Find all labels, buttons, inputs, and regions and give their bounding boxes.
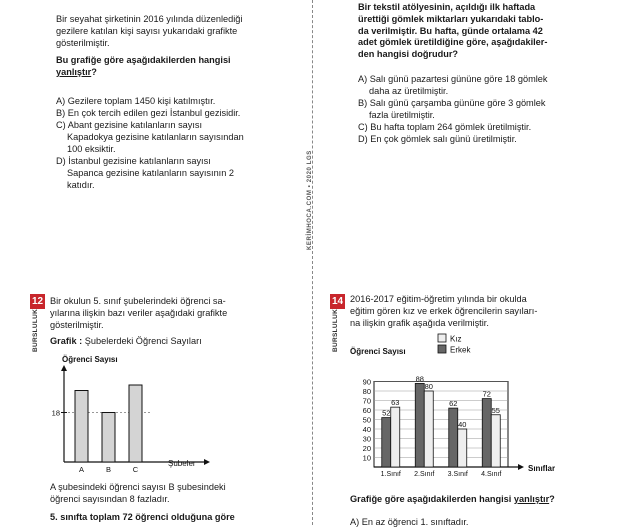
q12-bar-b [102, 413, 115, 463]
q14-data-label-kiz-3: 40 [458, 420, 467, 429]
q11-prompt-line-1: Bu grafiğe göre aşağıdakilerden hangisi [56, 55, 231, 66]
q11-option-c-cont-2: 100 eksiktir. [67, 143, 116, 154]
q13-option-d[interactable] [358, 134, 517, 146]
q12-category-label-c: C [132, 465, 139, 474]
q11-prompt-underlined: yanlıştır [56, 67, 92, 78]
q12-graph-prefix: Grafik : [50, 336, 83, 347]
q14-category-label-1: 1.Sınıf [380, 471, 401, 478]
q13-option-a-cont-1: daha az üretilmiştir. [369, 85, 449, 96]
q13-option-b-text: Salı günü çarşamba gününe göre 3 gömlek [369, 98, 546, 108]
q14-tick-label-60: 60 [362, 406, 371, 415]
q12-y-arrow-icon [61, 365, 67, 371]
q14-tick-label-90: 90 [362, 377, 371, 387]
q14-question [350, 494, 610, 506]
q13-option-b[interactable] [358, 98, 545, 122]
question-14-number: 14 [331, 296, 344, 307]
q13-option-d-text: En çok gömlek salı günü üretilmiştir. [370, 134, 517, 144]
q14-bar-erkek-4 [482, 399, 491, 467]
q12-bars-group [52, 385, 152, 474]
q13-stem-line-1: Bir tekstil atölyesinin, açıldığı ilk haftada [358, 2, 536, 12]
q14-stem-line-1: 2016-2017 eğitim-öğretim yılında bir okulda [350, 294, 527, 304]
q14-question-text: Grafiğe göre aşağıdakilerden hangisi [350, 494, 512, 504]
q12-x-arrow-icon [204, 459, 210, 465]
q14-tick-label-70: 70 [362, 396, 371, 406]
q12-after-line-2: öğrenci sayısından 8 fazladır. [50, 493, 170, 504]
question-13-block [358, 2, 608, 61]
q13-option-b-cont-1: fazla üretilmiştir. [369, 109, 435, 120]
q11-option-c[interactable] [56, 120, 244, 155]
q14-tick-label-20: 20 [362, 444, 371, 453]
q13-option-c-letter: C) [358, 122, 368, 132]
q12-category-label-a: A [78, 465, 85, 474]
q14-data-label-kiz-4: 55 [491, 405, 500, 415]
q14-x-arrow-icon [518, 464, 524, 470]
question-12-number: 12 [31, 296, 44, 307]
q14-legend-swatch-1 [438, 345, 446, 353]
q12-x-axis-label: Şubeler [168, 459, 196, 468]
q14-tick-label-40: 40 [362, 425, 371, 434]
q13-option-d-letter: D) [358, 134, 368, 144]
q11-stem-line-2: gezilere katılan kişi sayısı yukarıdaki grafikte [56, 25, 238, 36]
q11-option-d[interactable] [56, 156, 234, 191]
q13-option-a-letter: A) [358, 74, 368, 84]
q14-stem-line-2: eğitim gören kız ve erkek öğrencilerin sayıları- [350, 305, 538, 316]
q14-tick-label-80: 80 [362, 387, 371, 396]
q11-option-b-text: En çok tercih edilen gezi İstanbul gezisidir. [67, 108, 241, 118]
watermark: KERİMHOCA.COM • 2020 LGS [307, 150, 313, 250]
q11-option-b-letter: B) [56, 108, 66, 118]
q14-question-underlined: yanlıştır [513, 494, 550, 504]
q13-stem-line-3: da verilmiştir. Bu hafta, günde ortalama 42 [358, 25, 543, 36]
q11-option-a[interactable] [56, 96, 215, 108]
q14-y-axis-label: Öğrenci Sayısı [350, 347, 406, 356]
q11-option-b[interactable] [56, 108, 240, 120]
q14-stem-line-3: na ilişkin grafik aşağıda verilmiştir. [350, 317, 489, 328]
q12-y-axis-label: Öğrenci Sayısı [62, 355, 118, 364]
q13-option-a[interactable] [358, 74, 548, 98]
q14-side-tag: BURSLULUK [332, 308, 339, 352]
q14-tick-label-10: 10 [362, 453, 371, 463]
q12-after-text [50, 482, 300, 523]
q14-question-line [350, 494, 610, 506]
q13-stem-line-4: adet gömlek üretildiğine göre, aşağıdakiler- [358, 37, 548, 48]
q14-legend-label-1: Erkek [450, 345, 471, 355]
q14-bar-erkek-1 [382, 418, 391, 467]
q11-stem-line-1: Bir seyahat şirketinin 2016 yılında düzenlediği [56, 14, 243, 24]
q14-data-label-erkek-4: 72 [482, 389, 491, 399]
q14-tick-label-30: 30 [362, 434, 371, 444]
q14-category-label-2: 2.Sınıf [414, 471, 435, 478]
q14-category-label-3: 3.Sınıf [447, 471, 468, 478]
q14-bar-kiz-3 [458, 429, 467, 467]
q12-stem-line-2: yılarına ilişkin bazı veriler aşağıdaki grafikte [50, 307, 228, 318]
q14-legend [438, 334, 471, 355]
q13-stem-line-5: den hangisi doğrudur? [358, 49, 459, 60]
q14-data-label-kiz-2: 80 [424, 382, 433, 391]
q12-side-tag: BURSLULUK [32, 308, 39, 352]
q11-option-d-letter: D) [56, 156, 66, 166]
q14-bar-kiz-1 [391, 407, 400, 467]
q11-option-a-text: Gezilere toplam 1450 kişi katılmıştır. [67, 96, 216, 106]
q14-bar-erkek-3 [449, 408, 458, 467]
q12-bar-c [129, 385, 142, 462]
q14-x-axis-label: Sınıflar [528, 464, 556, 473]
q12-graph-title: Şubelerdeki Öğrenci Sayıları [84, 336, 202, 347]
q14-category-label-4: 4.Sınıf [481, 471, 502, 478]
q14-grouped-bar-chart [350, 332, 580, 482]
q14-bar-erkek-2 [415, 383, 424, 467]
q13-option-b-letter: B) [358, 98, 368, 108]
q12-stem-line-1: Bir okulun 5. sınıf şubelerindeki öğrenci sa- [50, 296, 226, 306]
q11-option-c-text: Abant gezisine katılanların sayısı [67, 120, 203, 130]
q14-legend-label-0: Kız [450, 334, 462, 344]
q12-after-line-1: A şubesindeki öğrenci sayısı B şubesindeki [50, 482, 226, 492]
q14-tick-label-50: 50 [362, 415, 371, 425]
q14-legend-swatch-0 [438, 334, 446, 342]
q13-option-a-text: Salı günü pazartesi gününe göre 18 gömlek [369, 74, 548, 84]
q11-option-a-letter: A) [56, 96, 66, 106]
q11-prompt-mark: ? [91, 67, 97, 78]
q13-option-c[interactable] [358, 122, 531, 134]
q11-option-d-text: İstanbul gezisine katılanların sayısı [68, 156, 211, 166]
q14-option-a-cut[interactable]: A) En az öğrenci 1. sınıftadır. [350, 517, 469, 527]
q14-question-mark: ? [549, 494, 555, 504]
q12-bar-a [75, 391, 88, 463]
question-12-block [50, 296, 300, 348]
q11-option-c-cont-1: Kapadokya gezisine katılanların sayısından [67, 131, 244, 142]
q12-graph-caption [50, 336, 300, 348]
q12-stem-line-3: gösterilmiştir. [50, 319, 104, 330]
q11-stem-line-3: gösterilmiştir. [56, 37, 110, 48]
q11-option-d-cont-1: Sapanca gezisine katılanların sayısının 2 [67, 167, 235, 178]
q11-prompt-line-2 [56, 67, 296, 79]
q14-data-label-erkek-2: 88 [415, 374, 424, 384]
q14-bars-group [381, 374, 502, 478]
q13-option-c-text: Bu hafta toplam 264 gömlek üretilmiştir. [370, 122, 532, 132]
q12-category-label-b: B [105, 465, 112, 474]
question-11-block [56, 14, 296, 79]
question-14-block [350, 294, 610, 329]
column-divider [312, 0, 313, 525]
q12-bar-chart [40, 350, 260, 475]
q13-stem-line-2: ürettiği gömlek miktarları yukarıdaki tablo- [358, 13, 544, 24]
q11-option-c-letter: C) [56, 120, 66, 130]
q12-last-line: 5. sınıfta toplam 72 öğrenci olduğuna göre [50, 511, 235, 522]
q12-tick-label: 18 [51, 408, 60, 418]
q14-bar-kiz-2 [424, 391, 433, 467]
q14-bar-kiz-4 [491, 415, 500, 467]
q11-option-d-cont-2: katıdır. [67, 179, 95, 190]
q14-data-label-kiz-1: 63 [391, 398, 400, 408]
q14-data-label-erkek-1: 52 [382, 408, 391, 418]
q14-data-label-erkek-3: 62 [449, 399, 458, 409]
